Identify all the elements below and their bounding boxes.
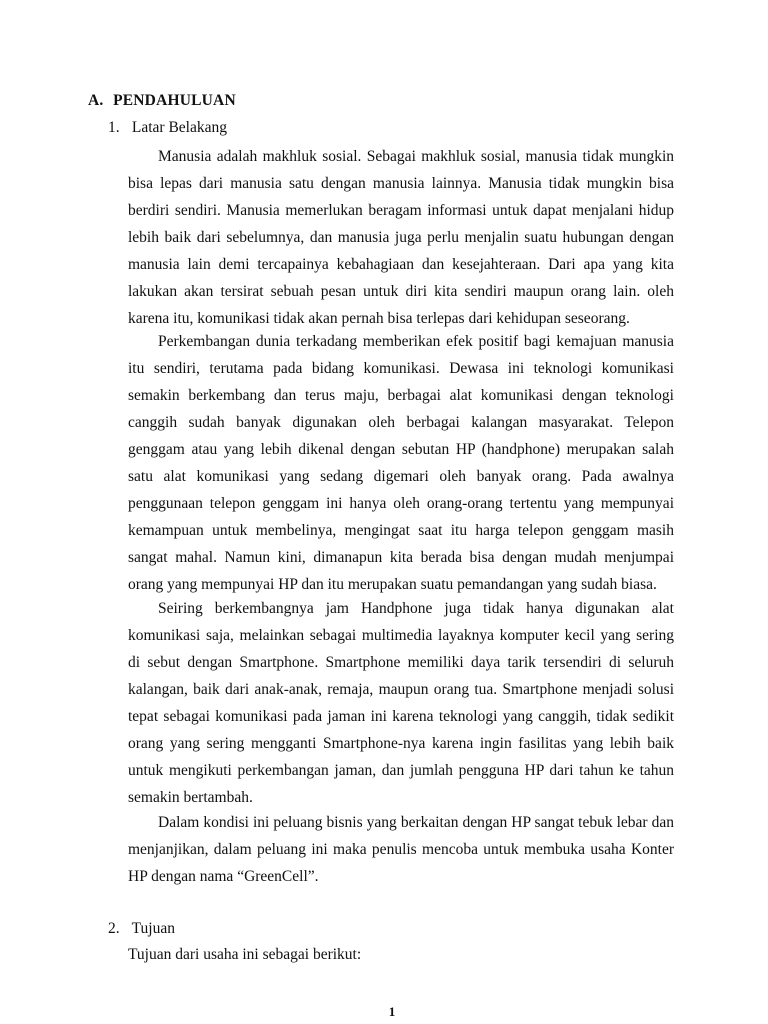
subsection-title: Tujuan — [131, 920, 175, 937]
paragraph-2: Perkembangan dunia terkadang memberikan efek positif bagi kemajuan manusia itu sendiri, terutama pada bidang komunikasi. Dewasa ini teknologi komunikasi semakin berkembang dan terus maju, berbagai alat komunikasi dengan teknologi canggih sudah banyak digunakan oleh berbagai kalangan masyarakat. Telepon genggam atau yang lebih dikenal dengan sebutan HP (handphone) merupakan salah satu alat komunikasi yang sedang digemari oleh banyak orang. Pada awalnya penggunaan telepon genggam ini hanya oleh orang-orang tertentu yang mempunyai kemampuan untuk membelinya, mengingat saat itu harga telepon genggam masih sangat mahal. Namun kini, dimanapun kita berada bisa dengan mudah menjumpai orang yang mempunyai HP dan itu merupakan suatu pemandangan yang sudah biasa. — [128, 333, 674, 593]
paragraph-3: Seiring berkembangnya jam Handphone juga tidak hanya digunakan alat komunikasi saja, melainkan sebagai multimedia layaknya komputer kecil yang sering di sebut dengan Smartphone. Smartphone memiliki daya tarik tersendiri di seluruh kalangan, baik dari anak-anak, remaja, maupun orang tua. Smartphone menjadi solusi tepat sebagai komunikasi pada jaman ini karena teknologi yang canggih, tidak sedikit orang yang sering mengganti Smartphone-nya karena ingin fasilitas yang lebih baik untuk mengikuti perkembangan jaman, dan jumlah pengguna HP dari tahun ke tahun semakin bertambah. — [128, 600, 674, 806]
paragraph-4: Dalam kondisi ini peluang bisnis yang berkaitan dengan HP sangat tebuk lebar dan menjanjikan, dalam peluang ini maka penulis mencoba untuk membuka usaha Konter HP dengan nama “GreenCell”. — [128, 814, 674, 885]
section-number: A. — [88, 92, 104, 109]
tujuan-intro-text: Tujuan dari usaha ini sebagai berikut: — [128, 946, 362, 963]
paragraph-1: Manusia adalah makhluk sosial. Sebagai makhluk sosial, manusia tidak mungkin bisa lepas dari manusia satu dengan manusia lainnya. Manusia tidak mungkin bisa berdiri sendiri. Manusia memerlukan beragam informasi untuk dapat menjalani hidup lebih baik dari sebelumnya, dan manusia juga perlu menjalin suatu hubungan dengan manusia lain demi tercapainya kebahagiaan dan kesejahteraan. Dari apa yang kita lakukan akan tersirat sebuah pesan untuk diri kita sendiri maupun orang lain. oleh karena itu, komunikasi tidak akan pernah bisa terlepas dari kehidupan seseorang. — [128, 148, 674, 327]
subsection-heading-latar-belakang — [108, 119, 227, 137]
page-number: 1 — [388, 1004, 396, 1019]
subsection-heading-tujuan — [108, 920, 175, 938]
subsection-title: Latar Belakang — [131, 119, 227, 136]
section-heading — [88, 92, 236, 110]
section-title: PENDAHULUAN — [113, 92, 236, 109]
subsection-number: 2. — [108, 920, 120, 937]
subsection-number: 1. — [108, 119, 120, 136]
